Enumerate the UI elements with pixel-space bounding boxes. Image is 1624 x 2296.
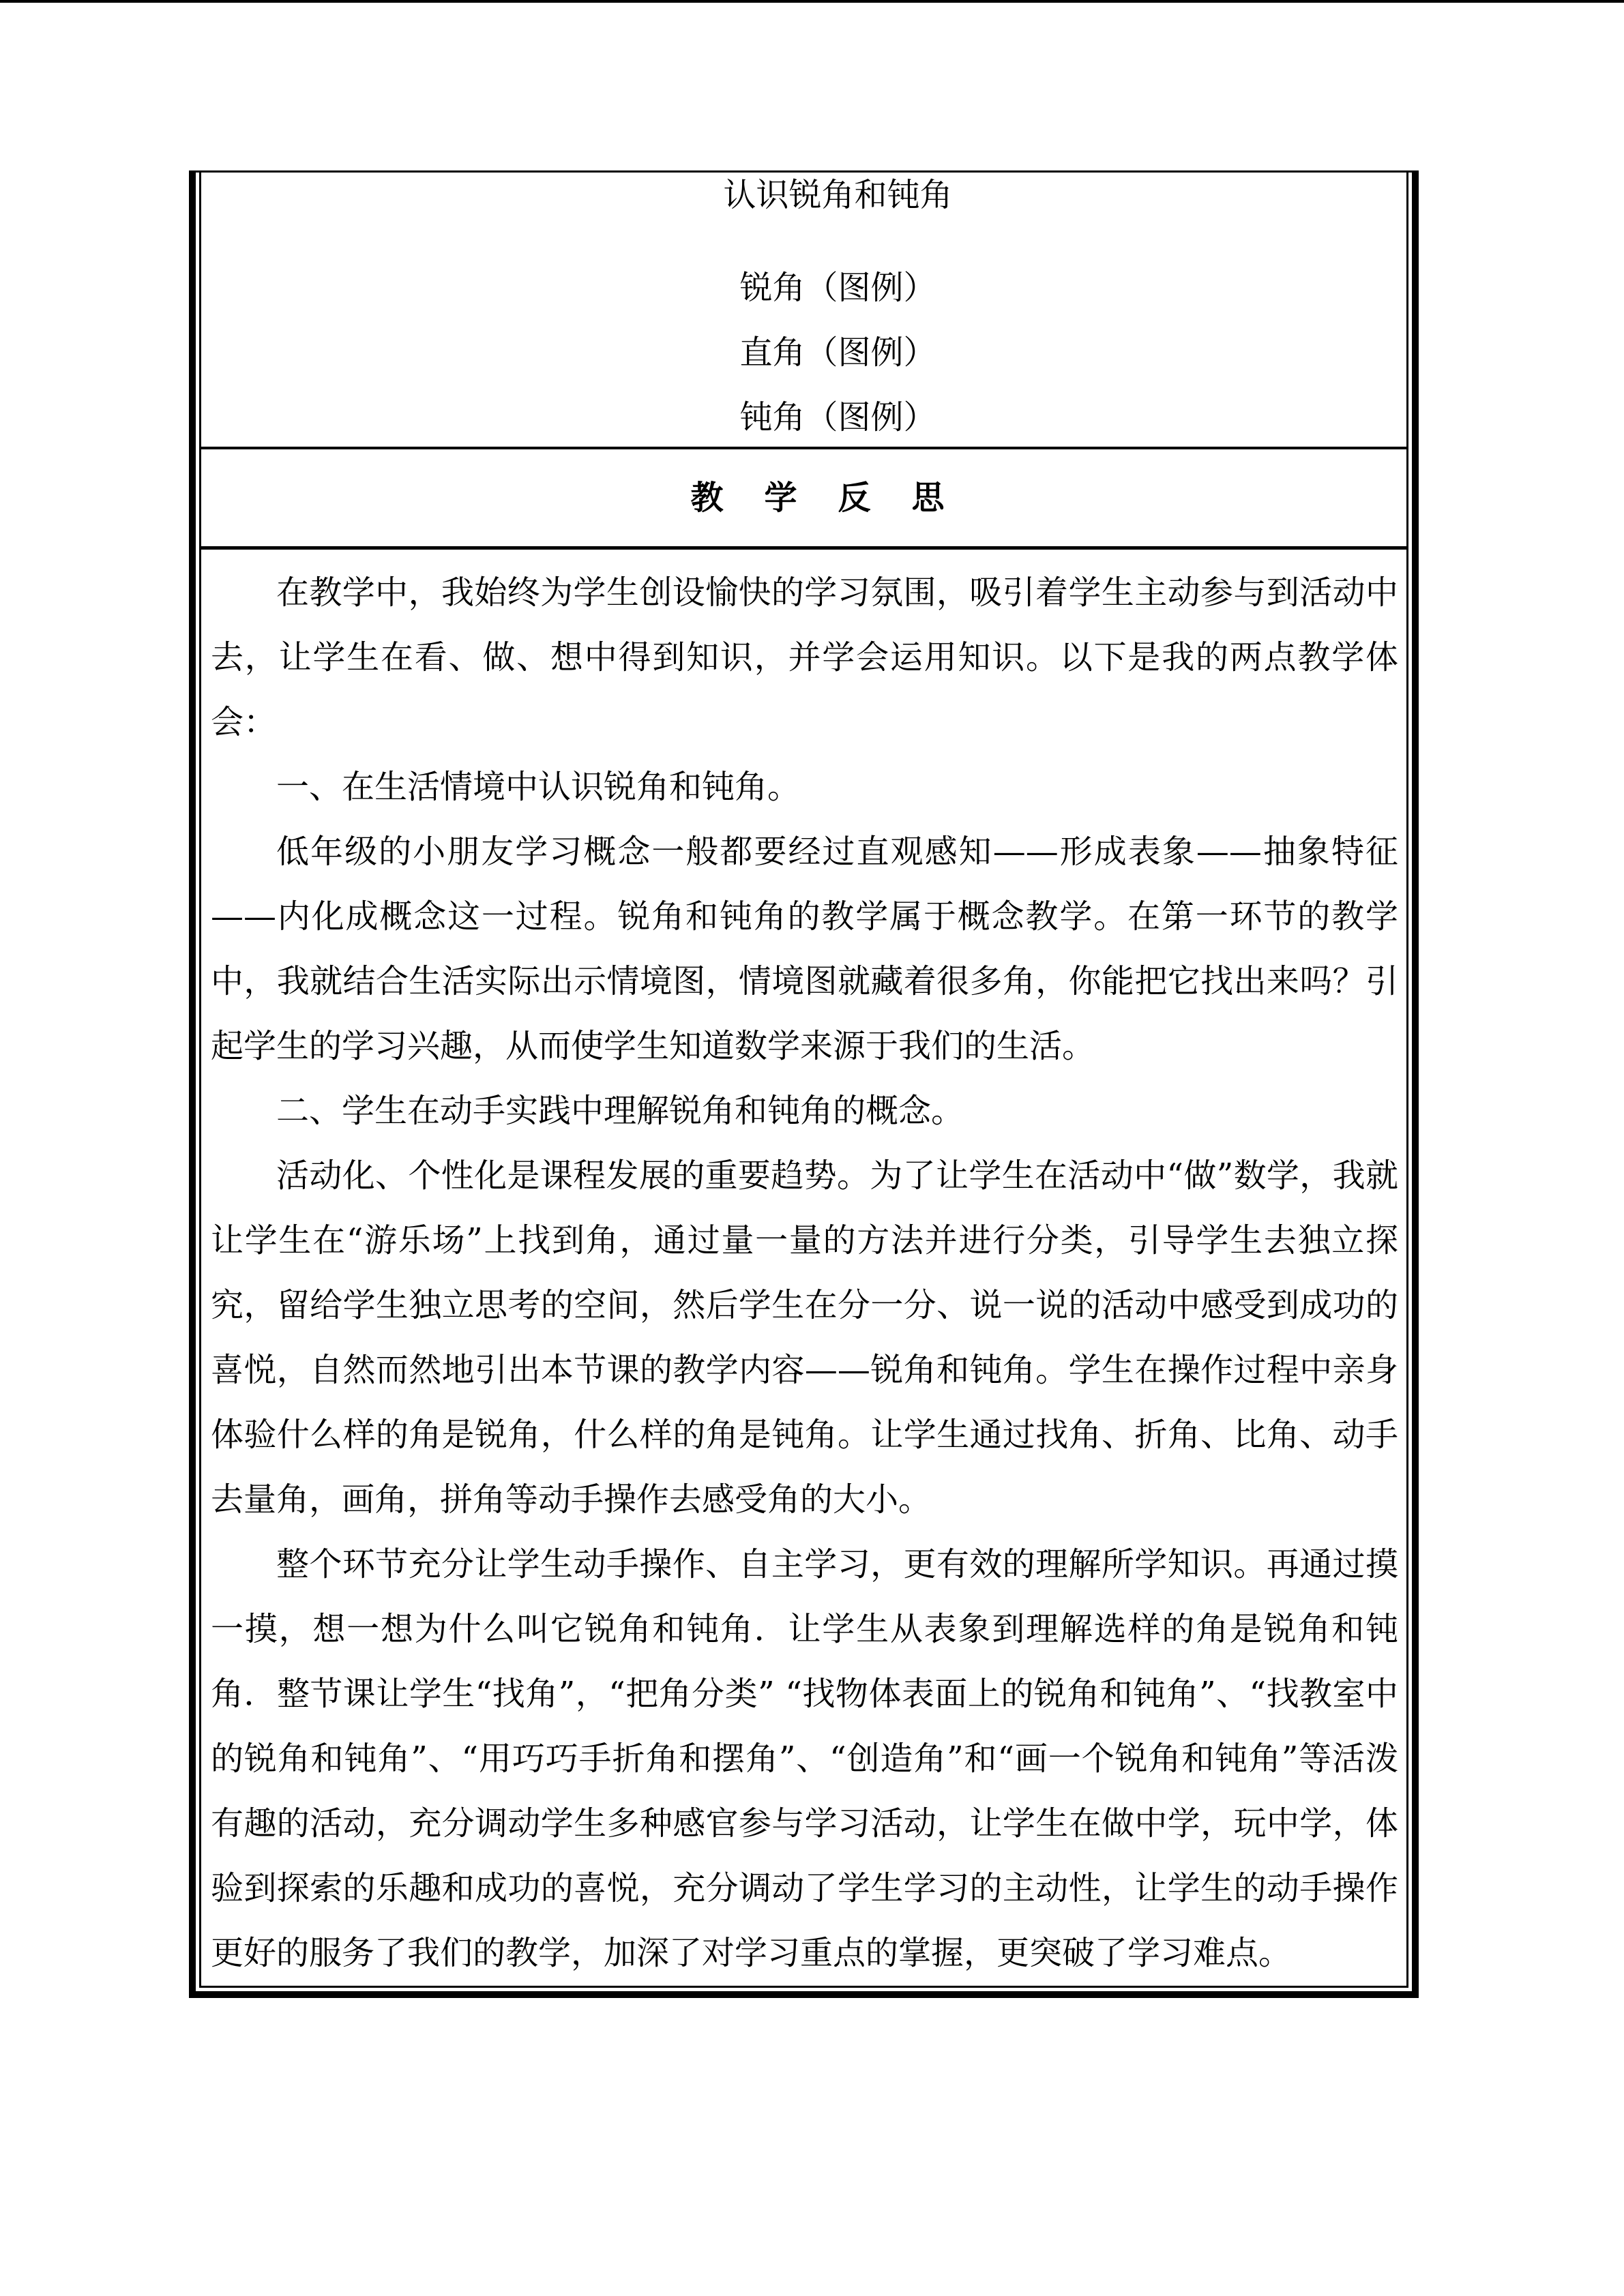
lesson-table bbox=[189, 170, 1419, 1998]
example-line-acute-angle: 锐角（图例） bbox=[739, 269, 936, 307]
lesson-table-frame bbox=[199, 173, 1408, 1988]
example-line-right-angle: 直角（图例） bbox=[739, 333, 936, 372]
reflection-paragraph: 活动化、个性化是课程发展的重要趋势。为了让学生在活动中“做”数学，我就让学生在“游乐场”上找到角，通过量一量的方法并进行分类，引导学生去独立探究，留给学生独立思考的空间，然后学生在分一分、说一说的活动中感受到成功的喜悦，自然而然地引出本节课的教学内容——锐角和钝角。学生在操作过程中亲身体验什么样的角是锐角，什么样的角是钝角。让学生通过找角、折角、比角、动手去量角，画角，拼角等动手操作去感受角的大小。 bbox=[211, 1157, 1398, 1519]
reflection-paragraph: 低年级的小朋友学习概念一般都要经过直观感知——形成表象——抽象特征——内化成概念这一过程。锐角和钝角的教学属于概念教学。在第一环节的教学中，我就结合生活实际出示情境图，情境图就藏着很多角，你能把它找出来吗？引起学生的学习兴趣，从而使学生知道数学来源于我们的生活。 bbox=[211, 833, 1398, 1065]
reflection-paragraph: 在教学中，我始终为学生创设愉快的学习氛围，吸引着学生主动参与到活动中去，让学生在看、做、想中得到知识，并学会运用知识。以下是我的两点教学体会： bbox=[211, 573, 1398, 741]
reflection-paragraph: 一、在生活情境中认识锐角和钝角。 bbox=[276, 768, 801, 806]
lesson-title: 认识锐角和钝角 bbox=[723, 176, 953, 214]
page-top-edge bbox=[0, 0, 1624, 3]
section-header-teaching-reflection: 教学反思 bbox=[690, 479, 986, 517]
example-line-obtuse-angle: 钝角（图例） bbox=[739, 398, 936, 436]
reflection-paragraph: 二、学生在动手实践中理解锐角和钝角的概念。 bbox=[276, 1092, 964, 1130]
reflection-paragraph: 整个环节充分让学生动手操作、自主学习，更有效的理解所学知识。再通过摸一摸，想一想为什么叫它锐角和钝角．让学生从表象到理解选样的角是锐角和钝角．整节课让学生“找角”，“把角分类” “找物体表面上的锐角和钝角”、“找教室中的锐角和钝角”、“用巧巧手折角和摆角”、“创造角”和“画一个锐角和钝角”等活泼有趣的活动，充分调动学生多种感官参与学习活动，让学生在做中学，玩中学，体验到探索的乐趣和成功的喜悦，充分调动了学生学习的主动性，让学生的动手操作更好的服务了我们的教学，加深了对学习重点的掌握，更突破了学习难点。 bbox=[211, 1545, 1398, 1972]
title-cell bbox=[201, 173, 1406, 447]
reflection-body-cell bbox=[201, 550, 1406, 1986]
